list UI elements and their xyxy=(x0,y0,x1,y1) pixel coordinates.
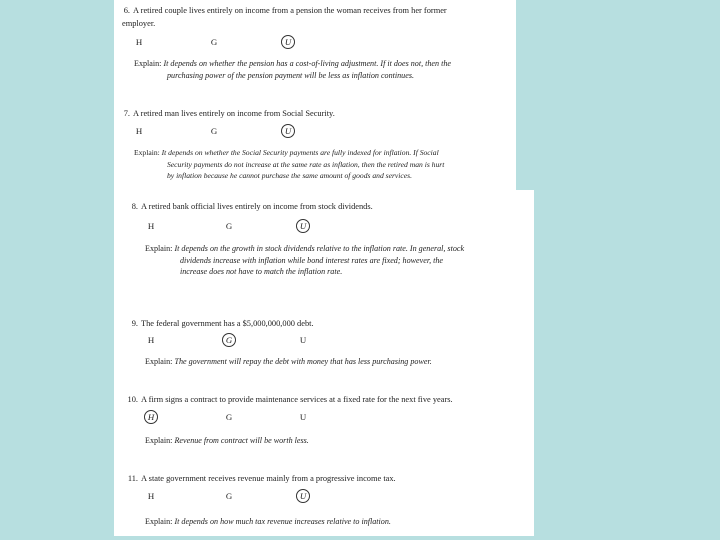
option-u[interactable]: U xyxy=(299,335,307,345)
option-h[interactable]: H xyxy=(135,126,143,136)
question-7-explain xyxy=(134,147,444,182)
explain-label: Explain: xyxy=(134,59,162,68)
question-8-number: 8. xyxy=(131,202,138,211)
explain-label: Explain: xyxy=(145,517,173,526)
question-9-number: 9. xyxy=(131,319,138,328)
question-9-stem xyxy=(126,317,314,330)
question-6-number: 6. xyxy=(123,6,130,15)
option-u-circled[interactable]: U xyxy=(281,35,295,49)
option-g-circled[interactable]: G xyxy=(222,333,236,347)
question-7-stem xyxy=(118,107,335,120)
worksheet-page-bottom xyxy=(114,190,534,536)
option-h[interactable]: H xyxy=(147,221,155,231)
explain-text-line-2: Security payments do not increase at the same rate as inflation, then the retired man is hurt xyxy=(167,159,445,169)
explain-text-line-2: purchasing power of the pension payment will be less as inflation continues. xyxy=(167,70,414,80)
question-8-options xyxy=(144,219,314,233)
explain-label: Explain: xyxy=(145,357,173,366)
question-6-stem-line-1: A retired couple lives entirely on income from a pension the woman receives from her former xyxy=(133,6,447,15)
question-7-stem-line-1: A retired man lives entirely on income from Social Security. xyxy=(133,109,335,118)
explain-text-line-1: It depends on whether the pension has a cost-of-living adjustment. If it does not, then the xyxy=(163,59,451,68)
option-g[interactable]: G xyxy=(225,221,233,231)
explain-text-line-1: The government will repay the debt with money that has less purchasing power. xyxy=(174,357,432,366)
option-g[interactable]: G xyxy=(210,37,218,47)
explain-text-line-1: It depends on whether the Social Security payments are fully indexed for inflation. If Social xyxy=(161,148,439,157)
option-u[interactable]: U xyxy=(299,412,307,422)
question-10-options xyxy=(144,410,314,424)
question-9-options xyxy=(144,333,314,347)
question-11-stem xyxy=(122,472,396,485)
explain-text-line-1: It depends on the growth in stock dividends relative to the inflation rate. In general, stock xyxy=(174,244,465,253)
option-u-circled[interactable]: U xyxy=(296,219,310,233)
explain-text-line-3: by inflation because he cannot purchase the same amount of goods and services. xyxy=(167,171,412,180)
explain-text-line-1: It depends on how much tax revenue increases relative to inflation. xyxy=(174,517,391,526)
question-8-explain xyxy=(145,243,464,278)
question-9-explain xyxy=(145,356,432,368)
explain-text-line-2: dividends increase with inflation while bond interest rates are fixed; however, the xyxy=(180,255,444,265)
question-6-stem xyxy=(118,4,447,30)
question-10-number: 10. xyxy=(127,395,138,404)
question-8-stem xyxy=(126,200,373,213)
question-11-explain xyxy=(145,516,391,528)
option-h-circled[interactable]: H xyxy=(144,410,158,424)
worksheet-page-top xyxy=(114,0,516,192)
option-h[interactable]: H xyxy=(147,491,155,501)
option-g[interactable]: G xyxy=(225,412,233,422)
question-6-explain xyxy=(134,58,451,81)
question-9-stem-line-1: The federal government has a $5,000,000,000 debt. xyxy=(141,319,314,328)
question-10-stem-line-1: A firm signs a contract to provide maintenance services at a fixed rate for the next five years. xyxy=(141,395,453,404)
question-7-number: 7. xyxy=(123,109,130,118)
option-g[interactable]: G xyxy=(210,126,218,136)
option-u-circled[interactable]: U xyxy=(296,489,310,503)
explain-label: Explain: xyxy=(145,436,173,445)
option-g[interactable]: G xyxy=(225,491,233,501)
question-10-stem xyxy=(122,393,453,406)
explain-label: Explain: xyxy=(134,148,160,157)
question-8-stem-line-1: A retired bank official lives entirely on income from stock dividends. xyxy=(141,202,373,211)
question-10-explain xyxy=(145,435,309,447)
question-6-stem-line-2: employer. xyxy=(122,19,156,28)
question-7-options xyxy=(132,124,302,138)
explain-text-line-1: Revenue from contract will be worth less. xyxy=(174,436,309,445)
question-11-options xyxy=(144,489,314,503)
option-h[interactable]: H xyxy=(147,335,155,345)
explain-label: Explain: xyxy=(145,244,173,253)
option-u-circled[interactable]: U xyxy=(281,124,295,138)
question-11-stem-line-1: A state government receives revenue mainly from a progressive income tax. xyxy=(141,474,396,483)
option-h[interactable]: H xyxy=(135,37,143,47)
question-11-number: 11. xyxy=(127,474,138,483)
question-6-options xyxy=(132,35,302,49)
explain-text-line-3: increase does not have to match the inflation rate. xyxy=(180,267,343,276)
